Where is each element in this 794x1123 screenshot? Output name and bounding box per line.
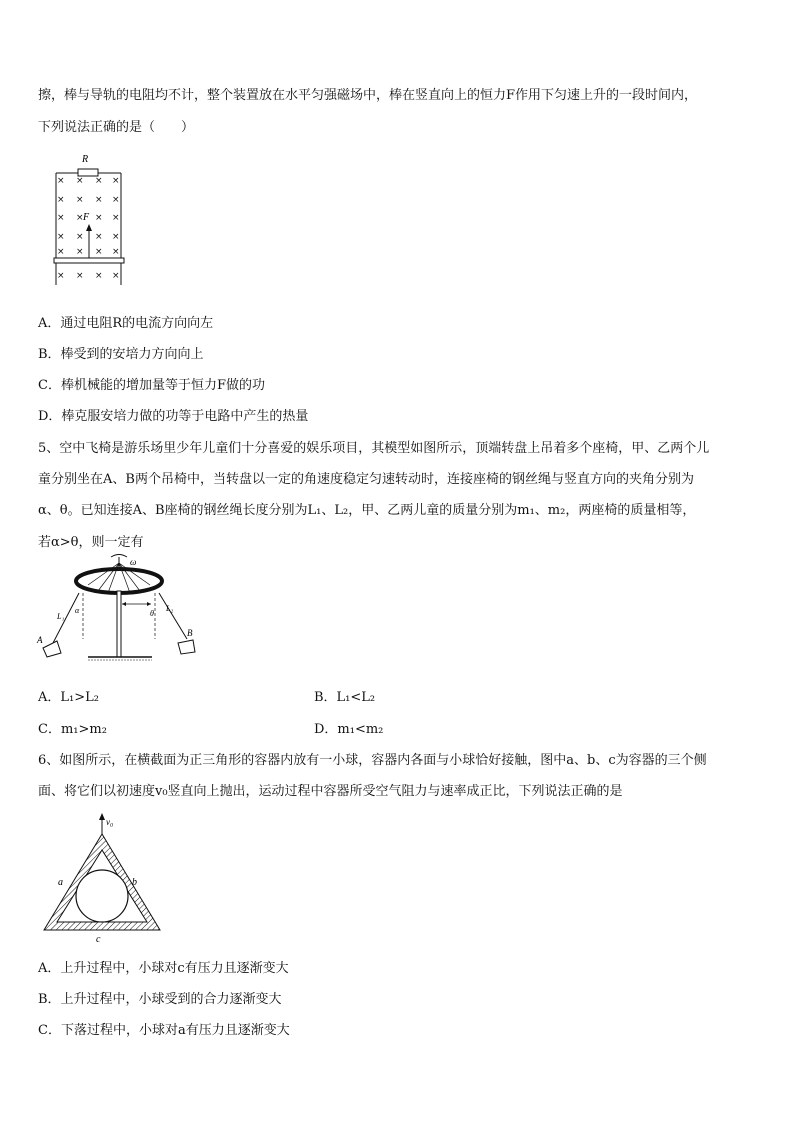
- q4-option-c: C．棒机械能的增加量等于恒力F做的功: [38, 378, 265, 393]
- q4-resistor: [78, 169, 98, 176]
- q5-cable-l2: [159, 593, 187, 639]
- svg-text:×: ×: [76, 271, 84, 281]
- q6-option-c: C．下落过程中，小球对a有压力且逐渐变大: [38, 1023, 290, 1038]
- svg-text:×: ×: [95, 247, 103, 257]
- q4-label-r: R: [82, 154, 89, 165]
- q5-alpha-label: α: [75, 606, 80, 615]
- svg-text:×: ×: [112, 213, 120, 223]
- q4-stem-line-2: 下列说法正确的是（ ）: [38, 120, 195, 135]
- svg-text:×: ×: [95, 195, 103, 205]
- svg-text:×: ×: [76, 213, 84, 223]
- q5-stem-line-4: 若α>θ，则一定有: [38, 535, 144, 550]
- svg-text:×: ×: [112, 232, 120, 242]
- svg-text:×: ×: [95, 176, 103, 186]
- q5-seat-b: [178, 640, 195, 654]
- svg-text:×: ×: [95, 213, 103, 223]
- q5-option-b: B．L₁<L₂: [314, 690, 376, 705]
- q6-label-b: b: [132, 877, 137, 888]
- svg-text:×: ×: [57, 271, 65, 281]
- q5-omega-label: ω: [130, 557, 137, 567]
- q4-option-a: A．通过电阻R的电流方向向左: [38, 316, 214, 331]
- q6-label-a: a: [58, 877, 63, 888]
- q4-figure-rail-circuit: [48, 150, 138, 290]
- svg-text:×: ×: [76, 247, 84, 257]
- q6-figure-triangle-container: [40, 810, 180, 945]
- q5-label-b: B: [187, 628, 193, 638]
- q6-stem-line-1: 6、如图所示，在横截面为正三角形的容器内放有一小球，容器内各面与小球恰好接触，图中a、b、c为容器的三个侧: [38, 753, 707, 768]
- svg-text:×: ×: [112, 247, 120, 257]
- q5-l1-label: L₁: [57, 612, 65, 621]
- q5-option-d: D．m₁<m₂: [314, 722, 384, 737]
- q4-option-b: B．棒受到的安培力方向向上: [38, 347, 204, 362]
- q5-turntable: [76, 569, 162, 593]
- svg-text:×: ×: [76, 195, 84, 205]
- q6-stem-line-2: 面、将它们以初速度v₀竖直向上抛出，运动过程中容器所受空气阻力与速率成正比，下列说法正确的是: [38, 784, 623, 799]
- q4-label-f: F: [83, 212, 90, 223]
- svg-text:×: ×: [76, 232, 84, 242]
- q4-rod: [54, 258, 124, 263]
- q5-option-a: A．L₁>L₂: [38, 690, 99, 705]
- q4-stem-line-1: 擦，棒与导轨的电阻均不计，整个装置放在水平匀强磁场中，棒在竖直向上的恒力F作用下匀速上升的一段时间内，: [38, 88, 698, 103]
- q5-theta-label: θ: [150, 609, 154, 618]
- q5-pole: [117, 591, 121, 657]
- svg-text:×: ×: [57, 232, 65, 242]
- svg-text:×: ×: [57, 176, 65, 186]
- svg-text:×: ×: [112, 176, 120, 186]
- svg-text:×: ×: [95, 271, 103, 281]
- svg-text:×: ×: [76, 176, 84, 186]
- svg-text:×: ×: [112, 271, 120, 281]
- q5-stem-line-2: 童分别坐在A、B两个吊椅中，当转盘以一定的角速度稳定匀速转动时，连接座椅的钢丝绳与竖直方向的夹角分别为: [38, 472, 694, 487]
- svg-text:×: ×: [57, 213, 65, 223]
- q6-option-b: B．上升过程中，小球受到的合力逐渐变大: [38, 992, 282, 1007]
- q6-option-a: A．上升过程中，小球对c有压力且逐渐变大: [38, 961, 289, 976]
- q6-v0-label: v₀: [106, 817, 114, 827]
- q5-label-a: A: [37, 635, 43, 645]
- q6-label-c: c: [96, 934, 101, 945]
- q5-stem-line-3: α、θ。已知连接A、B座椅的钢丝绳长度分别为L₁、L₂，甲、乙两儿童的质量分别为m₁、m₂，两座椅的质量相等，: [38, 503, 696, 518]
- svg-text:×: ×: [112, 195, 120, 205]
- svg-text:×: ×: [95, 232, 103, 242]
- q6-ball: [76, 870, 128, 922]
- svg-text:×: ×: [57, 247, 65, 257]
- q4-option-d: D．棒克服安培力做的功等于电路中产生的热量: [38, 409, 309, 424]
- q5-seat-a: [43, 641, 61, 657]
- q5-option-c: C．m₁>m₂: [38, 722, 107, 737]
- svg-text:×: ×: [57, 195, 65, 205]
- q5-stem-line-1: 5、空中飞椅是游乐场里少年儿童们十分喜爱的娱乐项目，其模型如图所示，顶端转盘上吊着多个座椅，甲、乙两个儿: [38, 441, 710, 456]
- q5-l2-label: L₂: [166, 604, 174, 613]
- q5-figure-swing-ride: [36, 553, 206, 668]
